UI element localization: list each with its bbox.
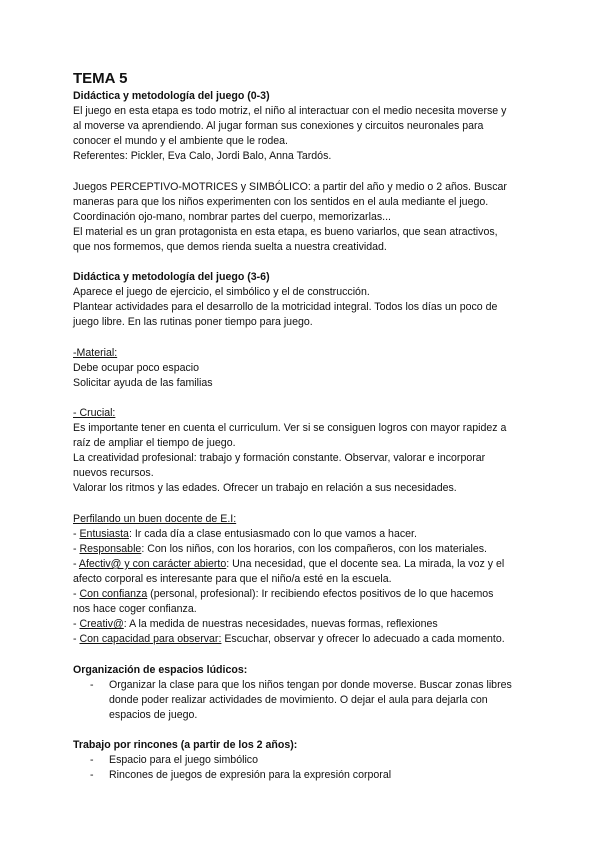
page-title: TEMA 5 — [73, 70, 128, 87]
document-content — [73, 70, 533, 783]
docente-item: - Entusiasta: Ir cada día a clase entusiasmado con lo que vamos a hacer. — [73, 527, 417, 540]
section-heading-rincones: Trabajo por rincones (a partir de los 2 años): — [73, 739, 298, 752]
paragraph-line: Plantear actividades para el desarrollo de la motricidad integral. Todos los días un poco de — [73, 301, 498, 314]
docente-item: - Responsable: Con los niños, con los horarios, con los compañeros, con los materiales. — [73, 542, 487, 555]
docente-item: - Afectiv@ y con carácter abierto: Una necesidad, que el docente sea. La mirada, la voz y el — [73, 557, 505, 570]
paragraph-line: Aparece el juego de ejercicio, el simbólico y el de construcción. — [73, 286, 370, 299]
list-item: - Rincones de juegos de expresión para la expresión corporal — [90, 768, 533, 783]
section-heading-0-3: Didáctica y metodología del juego (0-3) — [73, 90, 270, 102]
docente-item: - Con capacidad para observar: Escuchar, observar y ofrecer lo adecuado a cada momento. — [73, 633, 505, 646]
paragraph-line: Referentes: Pickler, Eva Calo, Jordi Balo, Anna Tardós. — [73, 150, 332, 163]
bullet-marker: - — [90, 678, 94, 691]
paragraph-line: Es importante tener en cuenta el curriculum. Ver si se consiguen logros con mayor rapidez a — [73, 422, 507, 435]
paragraph-line: nuevos recursos. — [73, 467, 154, 480]
paragraph-line: conocer el mundo y el ambiente que le rodea. — [73, 135, 288, 148]
list-item: - Organizar la clase para que los niños tengan por donde moverse. Buscar zonas libres donde poder realizar actividades de movimiento. O dejar el aula para dejarla con espacios de juego. — [90, 678, 533, 723]
docente-item: nos hace coger confianza. — [73, 603, 197, 616]
paragraph-line: que nos formemos, que demos rienda suelta a nuestra creatividad. — [73, 240, 387, 253]
paragraph-line: Valorar los ritmos y las edades. Ofrecer un trabajo en relación a sus necesidades. — [73, 482, 457, 495]
paragraph-line: El material es un gran protagonista en esta etapa, es bueno variarlos, que sean atractivos, — [73, 225, 498, 238]
paragraph-line: raíz de ampliar el tiempo de juego. — [73, 437, 236, 450]
docente-item: afecto corporal es interesante para que el niño/a esté en la escuela. — [73, 573, 392, 585]
bullet-marker: - — [90, 754, 94, 767]
list-item: - Espacio para el juego simbólico — [90, 753, 533, 768]
paragraph-line: Juegos PERCEPTIVO-MOTRICES y SIMBÓLICO: a partir del año y medio o 2 años. Buscar — [73, 180, 507, 193]
docente-label: Perfilando un buen docente de E.I: — [73, 512, 237, 525]
docente-item: - Con confianza (personal, profesional): Ir recibiendo efectos positivos de lo que hacemos — [73, 588, 494, 601]
paragraph-line: maneras para que los niños experimenten con los sentidos en el aula mediante el juego. — [73, 195, 489, 208]
section-heading-3-6: Didáctica y metodología del juego (3-6) — [73, 271, 270, 284]
paragraph-line: al moverse va aprendiendo. Al jugar forman sus conexiones y circuitos neuronales para — [73, 120, 484, 133]
bullet-marker: - — [90, 769, 94, 782]
section-heading-espacios: Organización de espacios lúdicos: — [73, 663, 248, 676]
paragraph-line: El juego en esta etapa es todo motriz, el niño al interactuar con el medio necesita moverse y — [73, 105, 507, 118]
paragraph-line: Debe ocupar poco espacio — [73, 361, 200, 374]
material-label: -Material: — [73, 346, 118, 359]
paragraph-line: Solicitar ayuda de las familias — [73, 376, 213, 389]
paragraph-line: La creatividad profesional: trabajo y formación constante. Observar, valorar e incorporar — [73, 452, 486, 465]
bullet-list — [90, 678, 533, 723]
paragraph-line: Coordinación ojo-mano, nombrar partes del cuerpo, memorizarlas... — [73, 210, 391, 223]
bullet-list — [90, 753, 533, 783]
paragraph-line: juego libre. En las rutinas poner tiempo para juego. — [73, 316, 313, 329]
crucial-label: - Crucial: — [73, 406, 116, 419]
docente-item: - Creativ@: A la medida de nuestras necesidades, nuevas formas, reflexiones — [73, 618, 438, 631]
